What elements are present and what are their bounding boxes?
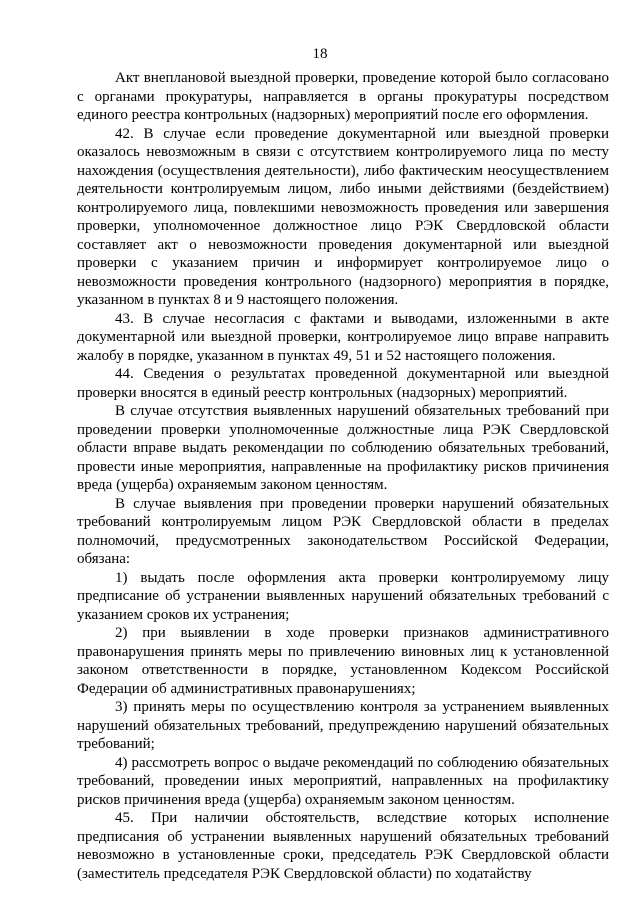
list-item-1: 1) выдать после оформления акта проверки контролируемому лицу предписание об устранении выявленных нарушений обязательных требований с указанием сроков их устранения; — [77, 569, 609, 623]
paragraph-43: 43. В случае несогласия с фактами и выводами, изложенными в акте документарной или выездной проверки, контролируемое лицо вправе направить жалобу в порядке, указанном в пунктах 49, 51 и 52 настоящего положения. — [77, 310, 609, 364]
paragraph-no-violations: В случае отсутствия выявленных нарушений обязательных требований при проведении проверки уполномоченные должностные лица РЭК Свердловской области вправе выдать рекомендации по соблюдению обязательных требований, провести иные мероприятия, направленные на профилактику рисков причинения вреда (ущерба) охраняемым законом ценностям. — [77, 403, 609, 493]
list-item-2: 2) при выявлении в ходе проверки признаков административного правонарушения принять меры по привлечению виновных лиц к установленной законом ответственности в порядке, установленном Кодексом Российской Федерации об административных правонарушениях; — [77, 625, 609, 697]
list-item-4: 4) рассмотреть вопрос о выдаче рекомендаций по соблюдению обязательных требований, проведении иных мероприятий, направленных на профилактику рисков причинения вреда (ущерба) охраняемым законом ценностям. — [77, 754, 609, 808]
paragraph-45: 45. При наличии обстоятельств, вследствие которых исполнение предписания об устранении выявленных нарушений обязательных требований невозможно в установленные сроки, председатель РЭК Свердловской области (заместитель председателя РЭК Свердловской области) по ходатайству — [77, 810, 609, 882]
paragraph-violations-found: В случае выявления при проведении проверки нарушений обязательных требований контролируемым лицом РЭК Свердловской области в пределах полномочий, предусмотренных законодательством Российской Федерации, обязана: — [77, 495, 609, 567]
paragraph-44: 44. Сведения о результатах проведенной документарной или выездной проверки вносятся в единый реестр контрольных (надзорных) мероприятий. — [77, 366, 609, 401]
list-item-3: 3) принять меры по осуществлению контроля за устранением выявленных нарушений обязательных требований, предупреждению нарушений обязательных требований; — [77, 699, 609, 752]
document-body — [77, 69, 609, 883]
paragraph-42: 42. В случае если проведение документарной или выездной проверки оказалось невозможным в связи с отсутствием контролируемого лица по месту нахождения (осуществления деятельности), либо фактическим неосуществлением деятельности контролируемым лицом, либо иными действиями (бездействием) контролируемого лица, повлекшими невозможность проведения или завершения проверки, уполномоченное должностное лицо РЭК Свердловской области составляет акт о невозможности проведения документарной или выездной проверки с указанием причин и информирует контролируемое лицо о невозможности проведения контрольного (надзорного) мероприятия в порядке, указанном в пунктах 8 и 9 настоящего положения. — [77, 125, 609, 308]
paragraph-act-submission: Акт внеплановой выездной проверки, проведение которой было согласовано с органами прокуратуры, направляется в органы прокуратуры посредством единого реестра контрольных (надзорных) мероприятий после его оформления. — [77, 70, 609, 123]
page-number: 18 — [312, 46, 328, 62]
